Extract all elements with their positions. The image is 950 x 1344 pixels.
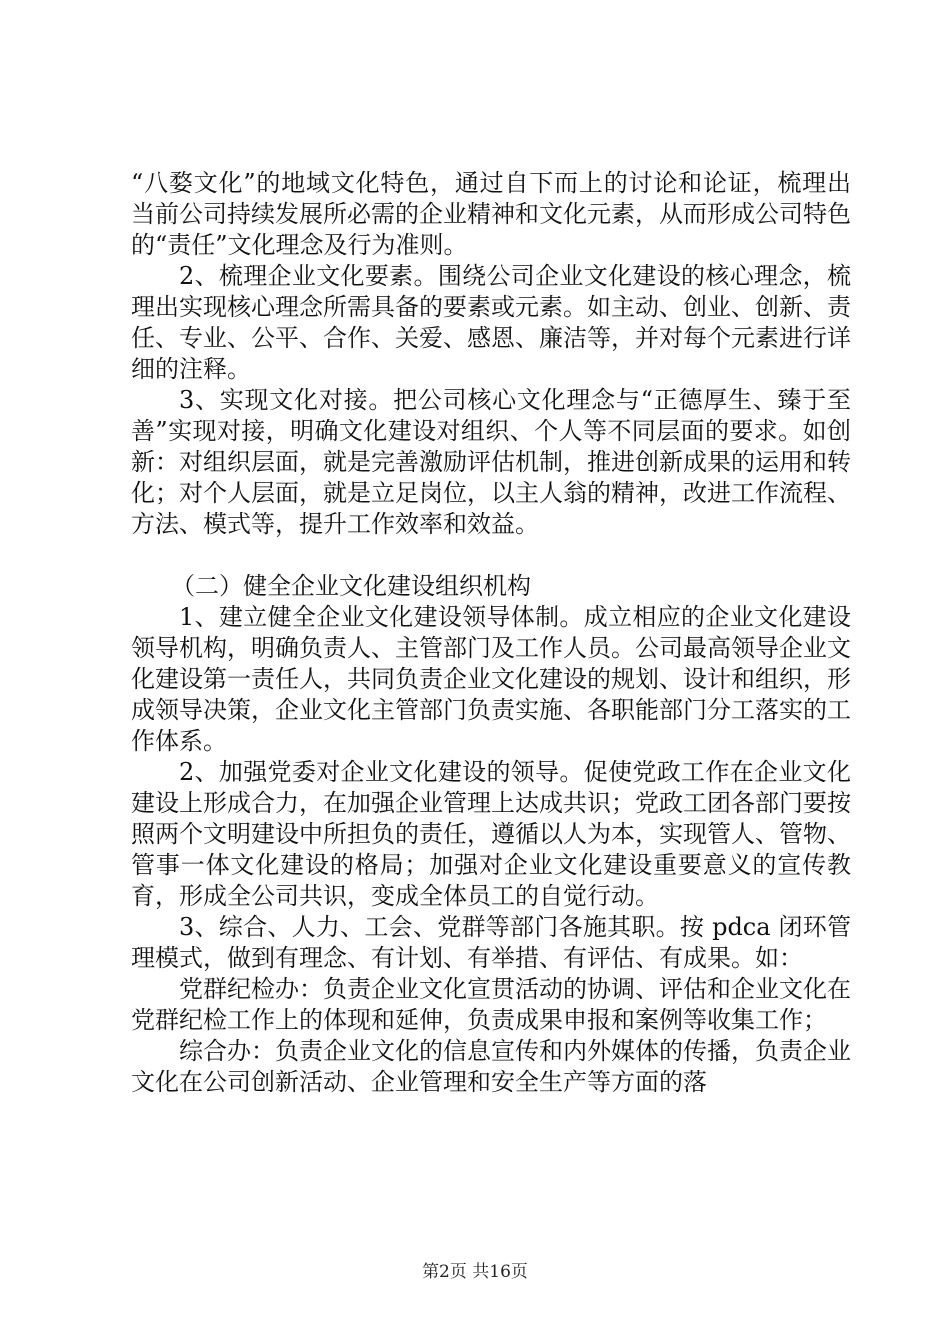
paragraph-party-leadership: 2、加强党委对企业文化建设的领导。促使党政工作在企业文化建设上形成合力，在加强企业管理上达成共识；党政工团各部门要按照两个文明建设中所担负的责任，遵循以人为本，实现管人、管物、管事一体文化建设的格局；加强对企业文化建设重要意义的宣传教育，形成全公司共识，变成全体员工的自觉行动。 (131, 758, 851, 910)
section-heading-organization: （二）健全企业文化建设组织机构 (171, 572, 531, 600)
document-body (131, 168, 851, 1098)
paragraph-culture-features: “八婺文化”的地域文化特色，通过自下而上的讨论和论证，梳理出当前公司持续发展所必需的企业精神和文化元素，从而形成公司特色的“责任”文化理念及行为准则。 (131, 169, 851, 259)
paragraph-culture-docking: 3、实现文化对接。把公司核心文化理念与“正德厚生、臻于至善”实现对接，明确文化建设对组织、个人等不同层面的要求。如创新：对组织层面，就是完善激励评估机制，推进创新成果的运用和转化；对个人层面，就是立足岗位，以主人翁的精神，改进工作流程、方法、模式等，提升工作效率和效益。 (131, 386, 851, 538)
paragraph-department-duties: 3、综合、人力、工会、党群等部门各施其职。按 pdca 闭环管理模式，做到有理念、有计划、有举措、有评估、有成果。如： (131, 913, 851, 972)
paragraph-general-office: 综合办：负责企业文化的信息宣传和内外媒体的传播，负责企业文化在公司创新活动、企业管理和安全生产等方面的落 (131, 1037, 851, 1096)
paragraph-party-office: 党群纪检办：负责企业文化宣贯活动的协调、评估和企业文化在党群纪检工作上的体现和延伸，负责成果申报和案例等收集工作； (131, 975, 851, 1034)
paragraph-leadership-system: 1、建立健全企业文化建设领导体制。成立相应的企业文化建设领导机构，明确负责人、主管部门及工作人员。公司最高领导企业文化建设第一责任人，共同负责企业文化建设的规划、设计和组织，形成领导决策，企业文化主管部门负责实施、各职能部门分工落实的工作体系。 (131, 603, 851, 755)
page-number-footer: 第2页 共16页 (422, 1262, 528, 1282)
paragraph-culture-elements: 2、梳理企业文化要素。围绕公司企业文化建设的核心理念，梳理出实现核心理念所需具备的要素或元素。如主动、创业、创新、责任、专业、公平、合作、关爱、感恩、廉洁等，并对每个元素进行详细的注释。 (131, 262, 851, 383)
